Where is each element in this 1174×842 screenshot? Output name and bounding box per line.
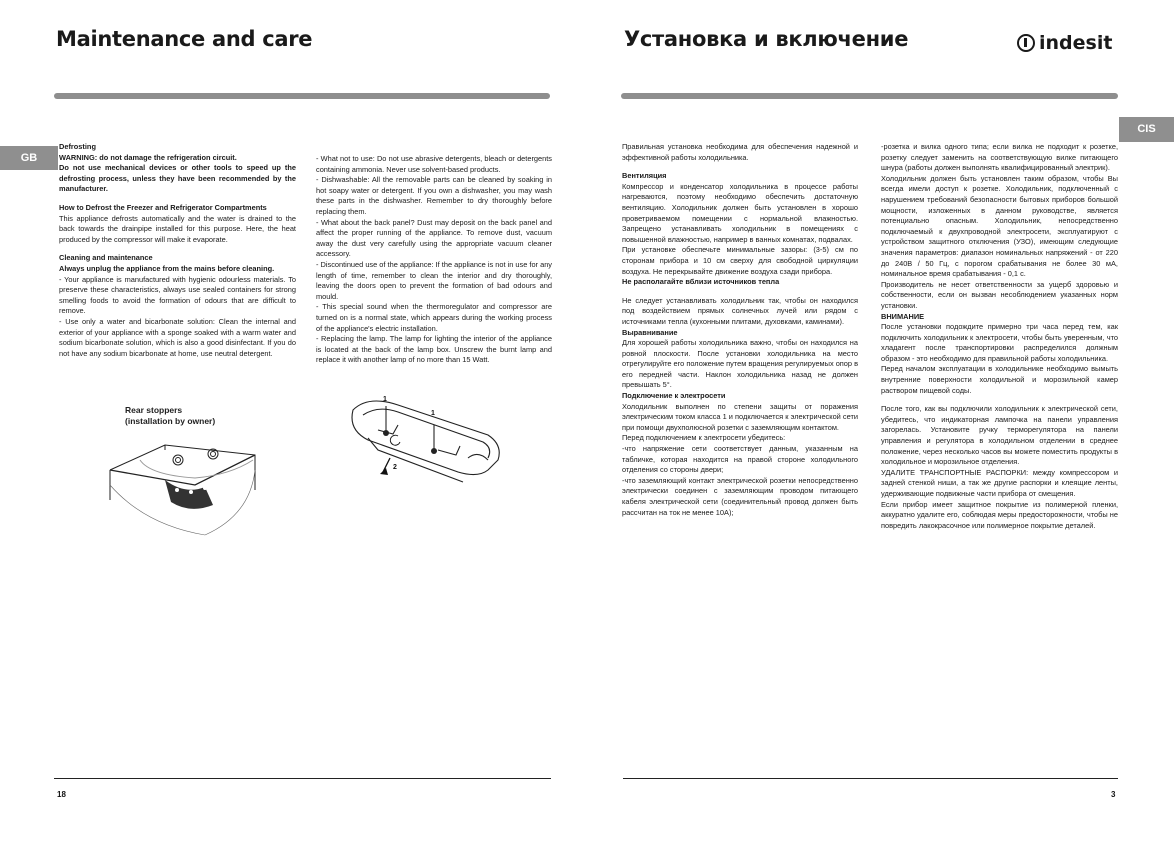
footer-rule-right bbox=[623, 778, 1118, 779]
brand-name: indesit bbox=[1039, 32, 1113, 54]
text-paragraph: -что напряжение сети соответствует данным, указанным на табличке, которая находится на правой стороне холодильного отделения со стороны двери; bbox=[622, 444, 858, 475]
text-paragraph: Для хорошей работы холодильника важно, чтобы он находился на ровной плоскости. После установки холодильника на место отрегулируйте его положение путем вращения регулируемых опор в его передней части. Наклон холодильника назад не должен превышать 5°. bbox=[622, 338, 859, 390]
figure-caption-left: Rear stoppers (installation by owner) bbox=[125, 405, 216, 426]
page-number-left: 18 bbox=[57, 790, 66, 799]
header-rule-right bbox=[621, 93, 1118, 99]
text-paragraph: -что заземляющий контакт электрической розетки непосредственно электрически соединен с заземляющим проводом питающего кабеля электрической сети (соединительный провод должен быть рассчитан на ток не менее 10А); bbox=[622, 475, 858, 517]
text-paragraph: При установке обеспечьте минимальные зазоры: (3-5) см по сторонам прибора и 10 см сверху для свободной циркуляции воздуха. Не перекрывайте движение воздуха сзади прибора. bbox=[622, 245, 858, 276]
figure-label: 2 bbox=[393, 464, 397, 471]
text-paragraph: Если прибор имеет защитное покрытие из полимерной пленки, аккуратно удалите его, соблюдая меры предосторожности, чтобы не повредить лакокрасочное или полимерное покрытие деталей. bbox=[881, 499, 1118, 530]
text-paragraph: После установки подождите примерно три часа перед тем, как подключить холодильник к электросети, чтобы быть уверенным, что хладагент после транспортировки распределился должным образом - это необходимо для правильной работы холодильника. bbox=[881, 322, 1118, 363]
text-paragraph: Подключение к электросети bbox=[622, 391, 726, 401]
footer-rule-left bbox=[54, 778, 551, 779]
text-paragraph: How to Defrost the Freezer and Refrigerator Compartments bbox=[59, 202, 267, 212]
text-paragraph: Перед началом эксплуатации в холодильнике необходимо вымыть внутренние поверхности холодильной и морозильной камер раствором пищевой соды. bbox=[881, 364, 1118, 395]
rear-stoppers-figure bbox=[105, 430, 260, 540]
text-paragraph: Выравнивание bbox=[622, 327, 678, 337]
brand-logo bbox=[1017, 32, 1112, 54]
text-paragraph: Вентиляция bbox=[622, 171, 667, 181]
text-paragraph: Cleaning and maintenance bbox=[59, 253, 153, 263]
text-paragraph: Холодильник должен быть установлен таким образом, чтобы Вы всегда имели доступ к розетке. Холодильник, подключенный с нарушением требований безопасности бытовых приборов большой мощности, изложенных в данном руководстве, является потенциально опасным. Холодильник, непосредственно подключаемый к двухпроводной электросети, эксплуатируют с устройством защитного отключения (УЗО), имеющим следующие значения параметров: диапазон номинальных напряжений - от 220 до 240В / 50 Гц, с порогом срабатывания не более 30 мА, номинальное время срабатывания - 0,1 с. bbox=[881, 173, 1118, 279]
text-paragraph: - Discontinued use of the appliance: If the appliance is not in use for any length of time, remember to clean the interior and dry thoroughly, leaving the doors open to prevent the formation of bad odours and mould. bbox=[316, 259, 552, 301]
language-tab-gb: GB bbox=[0, 146, 58, 170]
text-paragraph: This appliance defrosts automatically and the water is drained to the back towards the drainpipe installed for this purpose. Here, the heat produced by the compressor will make it evaporate. bbox=[59, 213, 296, 244]
text-paragraph: Always unplug the appliance from the mains before cleaning. bbox=[59, 263, 275, 273]
text-paragraph: WARNING: do not damage the refrigeration circuit. bbox=[59, 152, 237, 162]
text-paragraph: Do not use mechanical devices or other tools to speed up the defrosting process, unless they have been recommended by the manufacturer. bbox=[59, 163, 296, 194]
text-paragraph: - Replacing the lamp. The lamp for lighting the interior of the appliance is located at the back of the lamp box. Unscrew the burnt lamp and replace it with another lamp of no more than 15 Watt. bbox=[316, 334, 552, 365]
right-column-1 bbox=[622, 142, 858, 518]
text-paragraph: -розетка и вилка одного типа; если вилка не подходит к розетке, розетку следует заменить на соответствующую вилке питающего шнура (работы должен выполнять квалифицированный электрик). bbox=[881, 142, 1118, 173]
right-column-2 bbox=[881, 142, 1118, 531]
text-paragraph: ВНИМАНИЕ bbox=[881, 311, 925, 321]
text-paragraph: - This special sound when the thermoregulator and compressor are turned on is a normal state, which appears during the working process of the appliance's electric installation. bbox=[316, 302, 552, 333]
text-paragraph: Не располагайте вблизи источников тепла bbox=[622, 277, 780, 287]
left-column-2 bbox=[316, 154, 552, 366]
language-tab-cis: CIS bbox=[1119, 117, 1174, 142]
text-paragraph: - What about the back panel? Dust may deposit on the back panel and affect the proper running of the appliance. To remove dust, vacuum away the dust very carefully using the appropriate vacuum cleaner accessory. bbox=[316, 217, 552, 259]
logo-icon bbox=[1017, 34, 1035, 52]
header-rule-left bbox=[54, 93, 550, 99]
text-paragraph: - Use only a water and bicarbonate solution: Clean the internal and exterior of your appliance with a sponge soaked with a warm water and sodium bicarbonate solution, which is also a good disinfectant. If you do not have any sodium bicarbonate at home, use neutral detergent. bbox=[59, 316, 296, 358]
text-paragraph: Defrosting bbox=[59, 142, 96, 151]
page-number-right: 3 bbox=[1111, 790, 1116, 799]
stoppers-detail-figure bbox=[338, 390, 508, 495]
text-paragraph: - What not to use: Do not use abrasive detergents, bleach or detergents containing ammonia. Never use solvent-based products. bbox=[316, 154, 552, 174]
text-paragraph: - Dishwashable: All the removable parts can be cleaned by soaking in hot soapy water or detergent. If you own a dishwasher, you may wash these parts in the dishwasher. Remember to dry thoroughly before replacing them. bbox=[316, 175, 552, 216]
left-column-1 bbox=[59, 142, 296, 359]
text-paragraph: Холодильник выполнен по степени защиты от поражения электрическим током класса 1 и подключается к электрической сети при помощи двухполюсной розетки с заземляющим контактом. bbox=[622, 401, 858, 432]
page-title-left: Maintenance and care bbox=[56, 27, 313, 51]
page-title-right: Установка и включение bbox=[624, 27, 909, 51]
text-paragraph: Правильная установка необходима для обеспечения надежной и эффективной работы холодильника. bbox=[622, 142, 858, 162]
text-paragraph: После того, как вы подключили холодильник к электрической сети, убедитесь, что индикаторная лампочка на панели управления загорелась. Установите ручку терморегулятора на панели управления и регулятора в холодильном отделении в среднее положение, через несколько часов вы можете поместить продукты в холодильное и морозильное отделения. bbox=[881, 404, 1118, 467]
figure-label: 1 bbox=[431, 410, 435, 417]
text-paragraph: Не следует устанавливать холодильник так, чтобы он находился под воздействием прямых солнечных лучей или рядом с источниками тепла (кухонными плитами, духовками, каминами). bbox=[622, 295, 858, 326]
text-paragraph: Перед подключением к электросети убедитесь: bbox=[622, 433, 786, 443]
figure-label: 1 bbox=[383, 396, 387, 403]
text-paragraph: Компрессор и конденсатор холодильника в процессе работы нагреваются, поэтому необходимо обеспечить достаточную вентиляцию. Холодильник должен быть установлен в хорошо проветриваемом помещении с нормальной влажностью. Запрещено устанавливать холодильник в помещениях с повышенной влажностью, например в ванных комнатах, подвалах. bbox=[622, 181, 858, 244]
text-paragraph: Производитель не несет ответственности за ущерб здоровью и собственности, если он вызван несоблюдением указанных норм установки. bbox=[881, 279, 1118, 310]
text-paragraph: УДАЛИТЕ ТРАНСПОРТНЫЕ РАСПОРКИ: между компрессором и задней стенкой ниши, а так же другие распорки и клеящие ленты, удерживающие подвижные части прибора от смещения. bbox=[881, 467, 1118, 498]
text-paragraph: - Your appliance is manufactured with hygienic odourless materials. To preserve these characteristics, always use sealed containers for strong smelling foods to avoid the formation of odours that are difficult to remove. bbox=[59, 274, 296, 316]
